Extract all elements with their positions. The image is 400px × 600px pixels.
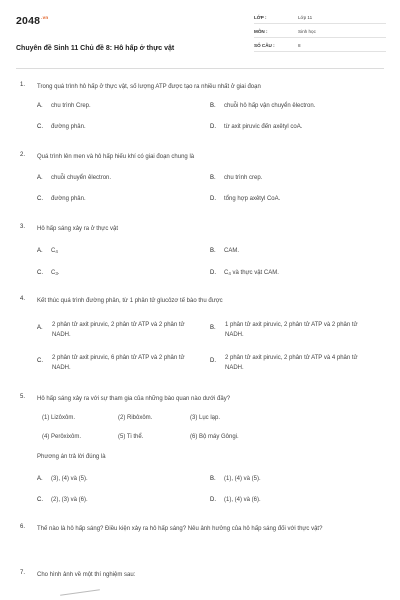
header-divider — [16, 68, 384, 69]
option-b[interactable]: B. 1 phân tử axit piruvic, 2 phân tử ATP và 2 phân tử NADH. — [210, 322, 358, 338]
site-logo[interactable] — [16, 15, 48, 27]
question-number: 1. — [20, 82, 26, 88]
question-4 — [20, 296, 380, 382]
option-a[interactable]: A. (3), (4) và (5). — [37, 476, 88, 482]
option-d[interactable]: D. từ axit piruvic đến axêtyl coA. — [210, 124, 303, 130]
question-6 — [20, 524, 380, 548]
question-text: Kết thúc quá trình đường phân, từ 1 phân tử glucôzơ tế bào thu được — [37, 298, 223, 304]
experiment-figure-edge — [60, 589, 100, 596]
option-d[interactable]: D. (1), (4) và (6). — [210, 497, 261, 503]
organelle-item: (6) Bộ máy Gôngi. — [190, 434, 239, 440]
meta-row-count — [254, 40, 386, 52]
meta-value: 8 — [298, 43, 301, 48]
question-text: Cho hình ảnh về một thí nghiệm sau: — [37, 572, 136, 578]
question-2 — [20, 152, 380, 212]
meta-label: SỐ CÂU : — [254, 43, 275, 48]
option-c[interactable]: C. 2 phân tử axit piruvic, 6 phân tử ATP và 2 phân tử NADH. — [37, 355, 185, 371]
question-5 — [20, 394, 380, 514]
question-text: Trong quá trình hô hấp ở thực vật, số lượng ATP được tạo ra nhiều nhất ở giai đoạn — [37, 84, 261, 90]
option-a[interactable]: A. C4 — [37, 248, 58, 254]
meta-value: Sinh học — [298, 29, 316, 34]
option-a[interactable]: A. chu trình Crep. — [37, 103, 91, 109]
organelle-item: (4) Perôxixôm. — [42, 434, 82, 440]
question-number: 2. — [20, 152, 26, 158]
question-number: 3. — [20, 224, 26, 230]
meta-label: MÔN : — [254, 29, 268, 34]
organelle-item: (3) Lục lạp. — [190, 415, 221, 421]
option-a[interactable]: A. chuỗi chuyển êlectron. — [37, 175, 112, 181]
option-a[interactable]: A. 2 phân tử axit piruvic, 2 phân tử ATP và 2 phân tử NADH. — [37, 322, 185, 338]
option-d[interactable]: D. C4 và thực vật CAM. — [210, 270, 279, 276]
question-text: Hô hấp sáng xảy ra với sự tham gia của những bào quan nào dưới đây? — [37, 396, 231, 402]
option-c[interactable]: C. đường phân. — [37, 196, 86, 202]
document-header — [16, 12, 386, 62]
question-3 — [20, 224, 380, 286]
organelle-item: (5) Ti thể. — [118, 434, 144, 440]
question-text: Quá trình lên men và hô hấp hiếu khí có giai đoạn chung là — [37, 154, 195, 160]
organelle-item: (2) Ribôxôm. — [118, 415, 153, 421]
document-title: Chuyên đề Sinh 11 Chủ đề 8: Hô hấp ở thực vật — [16, 45, 175, 52]
option-b[interactable]: B. CAM. — [210, 248, 239, 254]
option-c[interactable]: C. đường phân. — [37, 124, 86, 130]
option-d[interactable]: D. tổng hợp axêtyl CoA. — [210, 196, 281, 202]
meta-row-class — [254, 12, 386, 24]
option-d[interactable]: D. 2 phân tử axit piruvic, 2 phân tử ATP và 4 phân tử NADH. — [210, 355, 358, 371]
meta-value: Lớp 11 — [298, 15, 313, 20]
answer-prompt: Phương án trả lời đúng là — [37, 454, 106, 460]
logo-main: 2048 — [16, 15, 41, 27]
option-b[interactable]: B. chuỗi hô hấp vận chuyển êlectron. — [210, 103, 316, 109]
option-c[interactable]: C. C3. — [37, 270, 60, 276]
question-text: Hô hấp sáng xảy ra ở thực vật — [37, 226, 118, 232]
question-text: Thế nào là hô hấp sáng? Điều kiện xảy ra hô hấp sáng? Nêu ảnh hưởng của hô hấp sáng đối với thực vật? — [37, 526, 323, 532]
question-1 — [20, 82, 380, 142]
meta-table — [254, 12, 386, 54]
option-b[interactable]: B. chu trình crep. — [210, 175, 263, 181]
option-c[interactable]: C. (2), (3) và (6). — [37, 497, 88, 503]
question-number: 4. — [20, 296, 26, 302]
question-number: 5. — [20, 394, 26, 400]
meta-row-subject — [254, 26, 386, 38]
meta-label: LỚP : — [254, 15, 267, 20]
option-b[interactable]: B. (1), (4) và (5). — [210, 476, 261, 482]
logo-suffix: .vn — [41, 15, 49, 20]
question-number: 6. — [20, 524, 26, 530]
question-number: 7. — [20, 570, 26, 576]
organelle-item: (1) Lizôxôm. — [42, 415, 76, 421]
question-7 — [20, 570, 380, 584]
